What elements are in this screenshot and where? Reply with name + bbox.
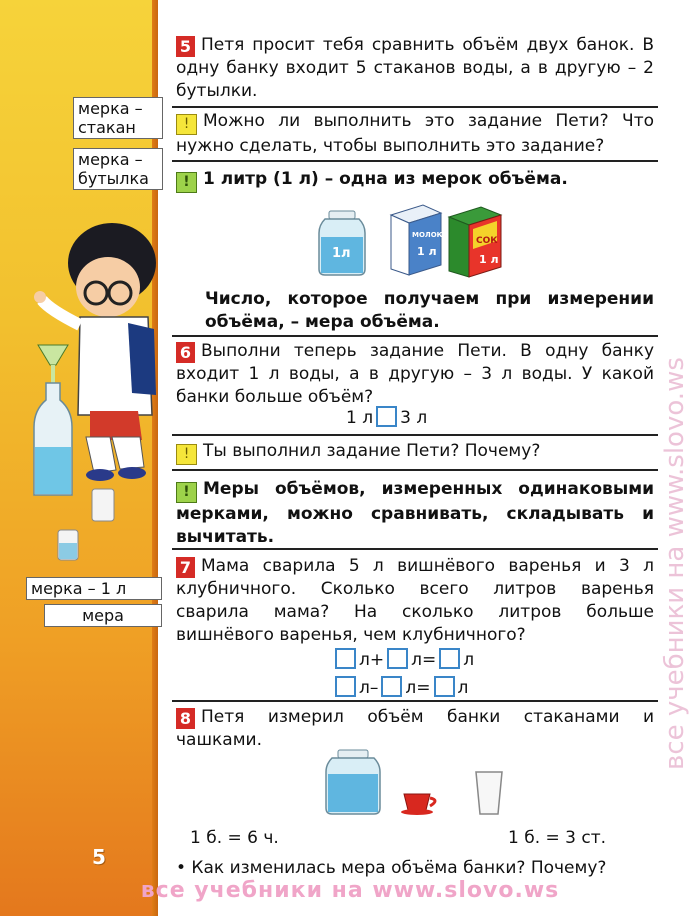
watermark-side — [655, 120, 695, 780]
juice-label: СОК — [476, 236, 498, 246]
task-7 — [176, 555, 654, 647]
question-2-text: Ты выполнил задание Пети? Почему? — [203, 441, 541, 461]
rule-icon: ! — [176, 172, 197, 193]
task-5 — [176, 34, 654, 103]
compare-left: 1 л — [346, 408, 374, 428]
rule-1-text: 1 литр (1 л) – одна из мерок объёма. — [203, 169, 568, 189]
definition: Число, которое получаем при измерении объёма, – мера объёма. — [205, 289, 654, 332]
watermark-bottom: все учебники на www.slovo.ws — [140, 878, 560, 903]
question-2 — [176, 440, 654, 465]
equals-sign: = — [416, 678, 431, 698]
separator — [172, 335, 658, 337]
task-number-badge: 5 — [176, 36, 195, 57]
cup-icon — [401, 794, 435, 815]
page-number: 5 — [92, 845, 106, 869]
plus-sign: + — [369, 650, 385, 670]
minus-sign: – — [369, 678, 379, 698]
tag-cup-measure: мерка – стакан — [73, 97, 163, 139]
tag-measure: мера — [44, 604, 162, 627]
question-icon: ! — [176, 114, 197, 135]
juice-volume: 1 л — [479, 253, 499, 266]
separator — [172, 160, 658, 162]
task-6-text: Выполни теперь задание Пети. В одну банку входит 1 л воды, а в другую – 3 л воды. У какой банки больше объём? — [176, 341, 654, 407]
task-8-illustration — [320, 748, 520, 818]
unit: л — [405, 678, 417, 698]
boy-illustration — [20, 205, 160, 585]
equation-sum — [332, 648, 474, 670]
watermark-side-text: все учебники на www.slovo.ws — [660, 357, 690, 770]
milk-carton-icon — [391, 205, 448, 275]
question-icon: ! — [176, 444, 197, 465]
answer-box[interactable] — [381, 676, 402, 697]
equals-sign: = — [422, 650, 437, 670]
rule-2 — [176, 478, 654, 549]
equation-difference — [332, 676, 468, 698]
unit: л — [359, 650, 370, 670]
rule-icon: ! — [176, 482, 197, 503]
task-8-question: • Как изменилась мера объёма банки? Почему? — [176, 858, 607, 878]
rule-1 — [176, 168, 654, 193]
task-5-text: Петя просит тебя сравнить объём двух банок. В одну банку входит 5 стаканов воды, а в другую – 2 бутылки. — [176, 35, 654, 101]
unit: л — [411, 650, 422, 670]
equation-glasses: 1 б. = 3 ст. — [508, 828, 607, 848]
answer-box[interactable] — [439, 648, 460, 669]
task-number-badge: 6 — [176, 342, 195, 363]
equation-cups: 1 б. = 6 ч. — [190, 828, 279, 848]
milk-volume: 1 л — [417, 245, 437, 258]
question-1 — [176, 110, 654, 158]
unit: л — [359, 678, 370, 698]
compare-right: 3 л — [400, 408, 428, 428]
jar-icon — [319, 211, 365, 275]
milk-label: МОЛОКО — [412, 231, 449, 239]
unit: л — [463, 650, 475, 670]
liter-containers-illustration — [315, 203, 515, 283]
answer-box[interactable] — [376, 406, 397, 427]
question-1-text: Можно ли выполнить это задание Пети? Что нужно сделать, чтобы выполнить это задание? — [176, 111, 654, 156]
task-8-text: Петя измерил объём банки стаканами и чашками. — [176, 707, 654, 750]
unit: л — [457, 678, 469, 698]
task-7-text: Мама сварила 5 л вишнёвого варенья и 3 л клубничного. Сколько всего литров варенья сварила мама? На сколько литров больше вишнёвого варенья, чем клубничного? — [176, 556, 654, 645]
answer-box[interactable] — [387, 648, 408, 669]
task-number-badge: 7 — [176, 557, 195, 578]
separator — [172, 106, 658, 108]
compare-row — [346, 406, 427, 428]
glass-icon — [476, 772, 502, 814]
tag-bottle-measure: мерка – бутылка — [73, 148, 163, 190]
rule-2-text: Меры объёмов, измеренных одинаковыми мерками, можно сравнивать, складывать и вычитать. — [176, 479, 654, 547]
juice-box-icon — [449, 207, 501, 277]
separator — [172, 469, 658, 471]
jar-label: 1л — [332, 246, 351, 261]
answer-box[interactable] — [335, 648, 356, 669]
task-6 — [176, 340, 654, 409]
answer-box[interactable] — [335, 676, 356, 697]
jar-icon — [326, 750, 380, 814]
task-8 — [176, 706, 654, 752]
separator — [172, 700, 658, 702]
separator — [172, 434, 658, 436]
task-number-badge: 8 — [176, 708, 195, 729]
answer-box[interactable] — [434, 676, 455, 697]
tag-liter-measure: мерка – 1 л — [26, 577, 162, 600]
